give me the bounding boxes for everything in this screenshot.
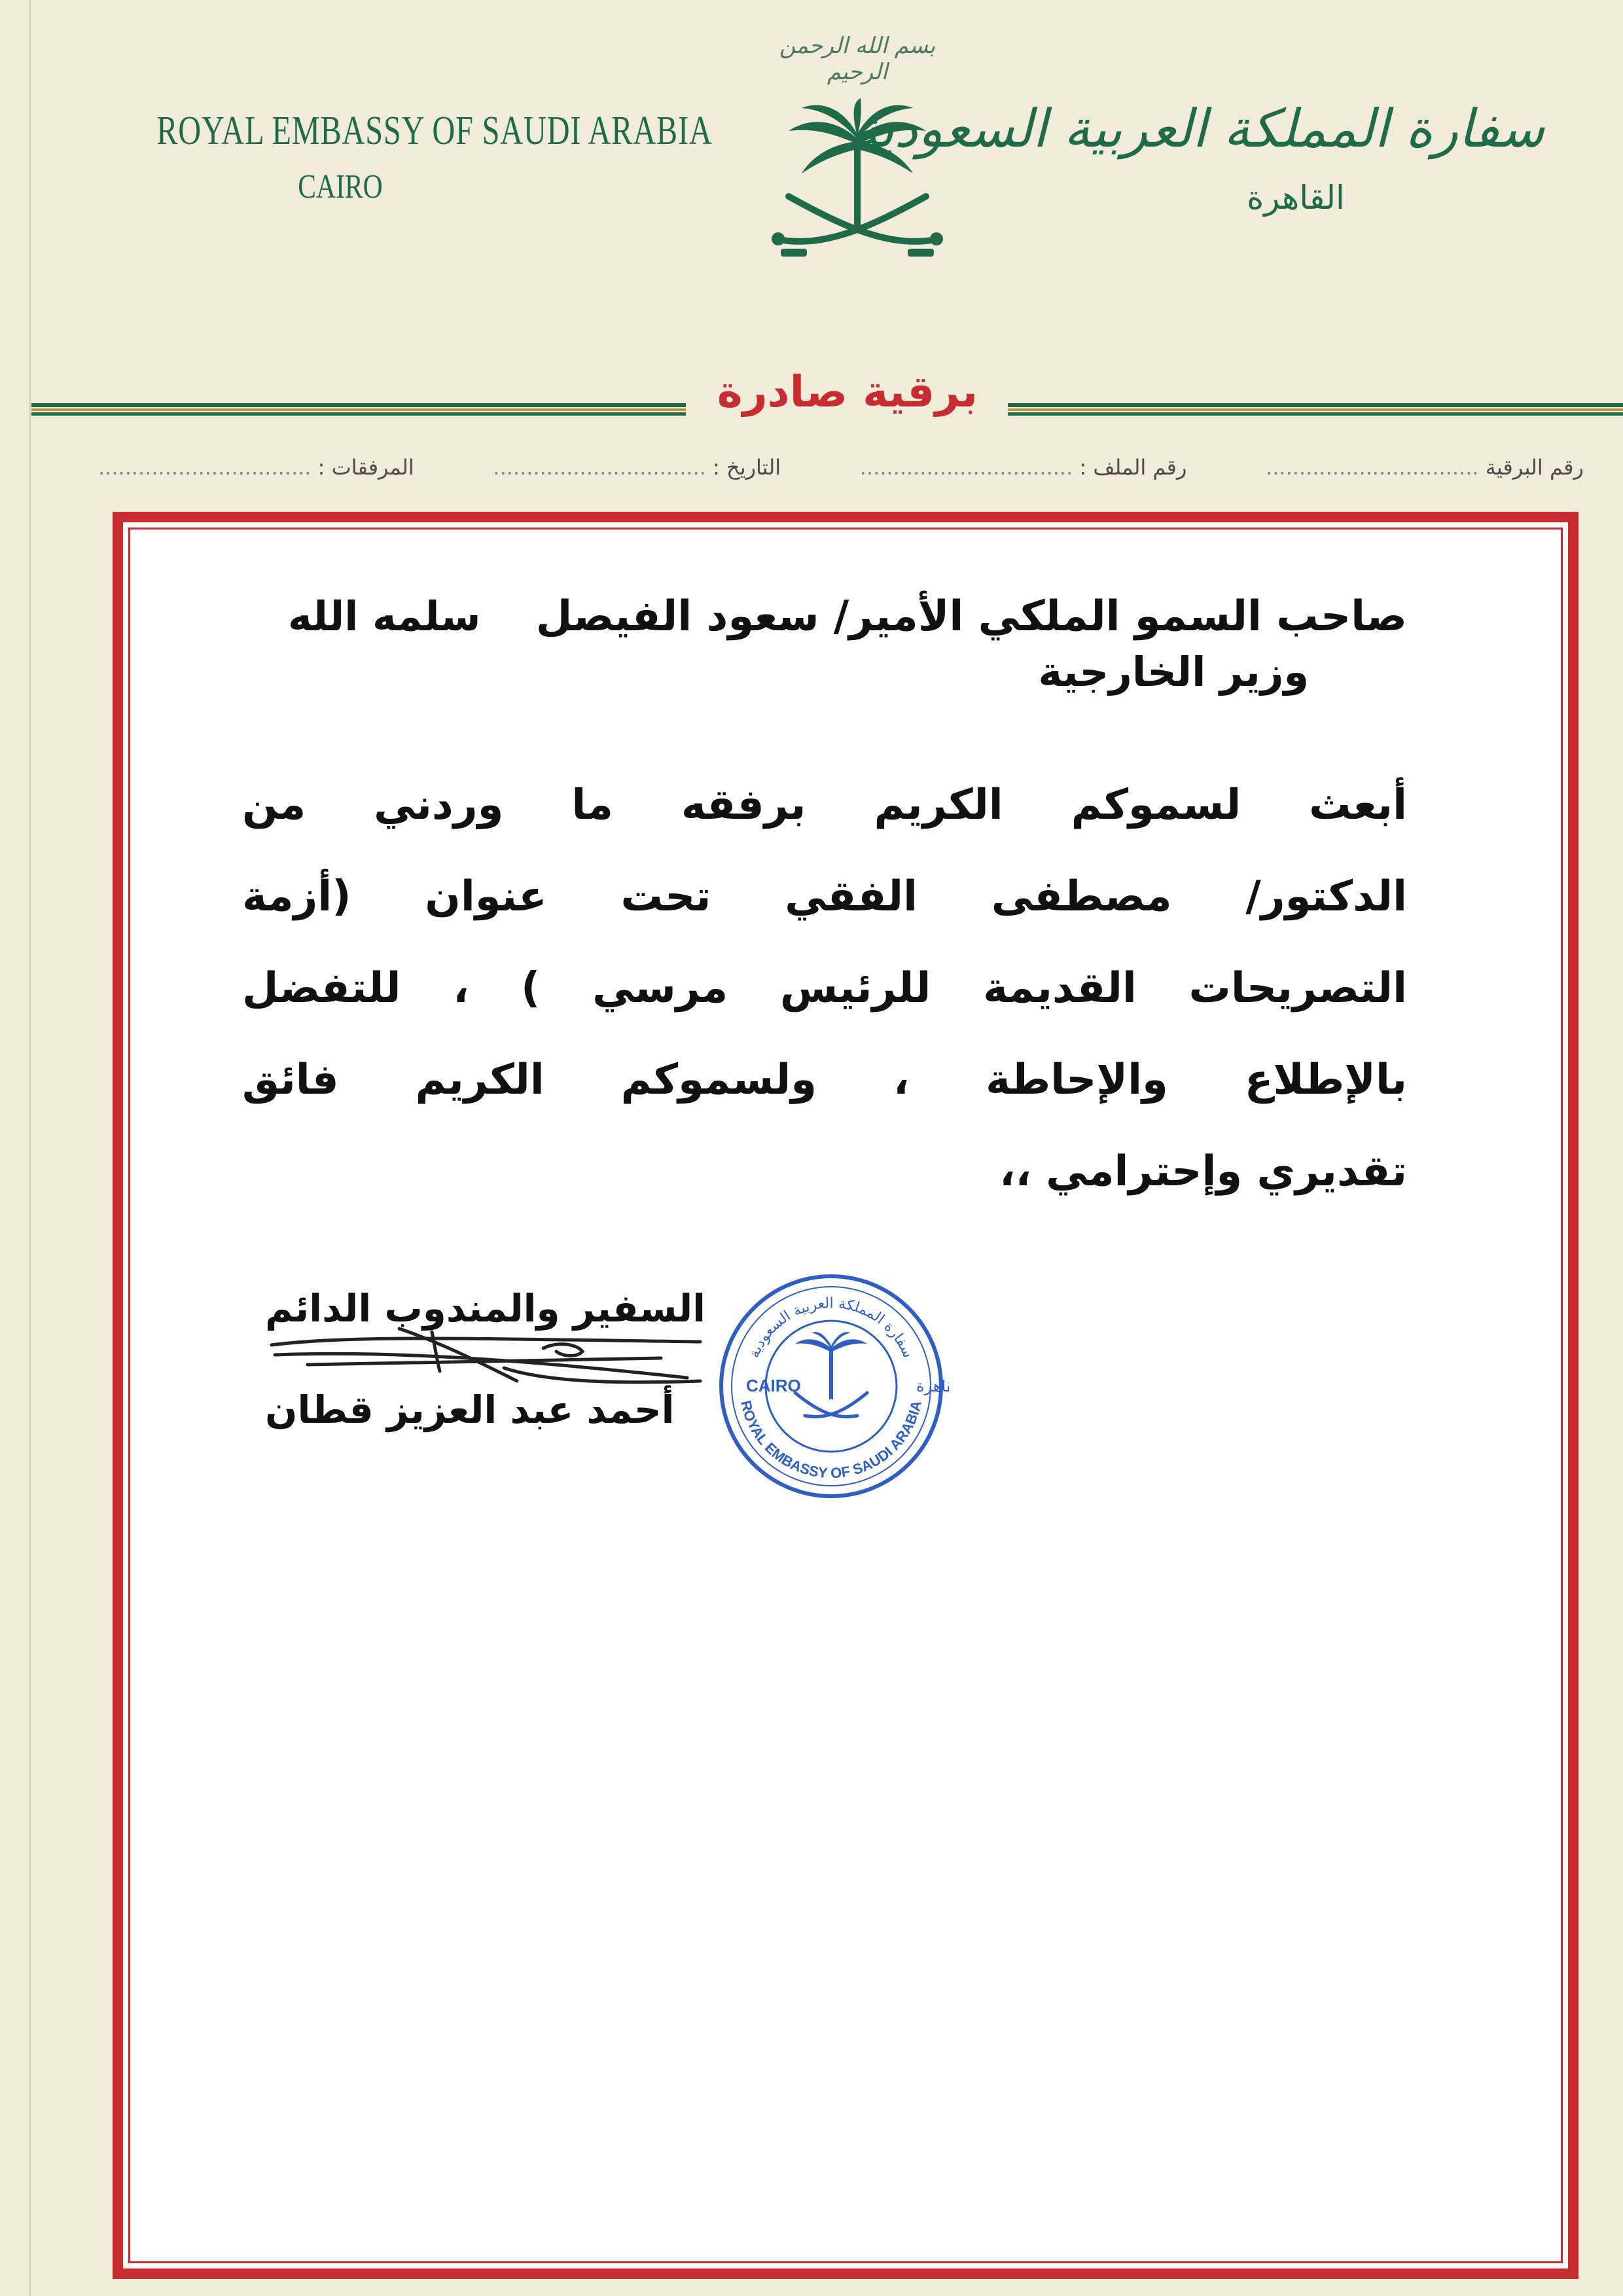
telegram-number-label: رقم البرقية [1485,455,1584,480]
stamp-left-text: CAIRO [746,1376,801,1395]
outgoing-telegram-title: برقية صادرة [717,367,978,417]
addressee-line-2: وزير الخارجية [1038,648,1309,696]
body-line-3: التصريحات القديمة للرئيس مرسي ) ، للتفضل [242,964,1407,1013]
stamp-emblem-icon [795,1332,867,1416]
attachments-blank: ................................ [98,455,312,480]
embassy-en-line: ROYAL EMBASSY OF SAUDI ARABIA [156,109,713,153]
signatory-name: أحمد عبد العزيز قطان [265,1388,675,1432]
body-line-4: بالإطلاع والإحاطة ، ولسموكم الكريم فائق [242,1056,1407,1104]
header-band-right [1008,380,1623,432]
telegram-fields-row [98,455,1584,494]
body-line-5: تقديري وإحترامي ،، [999,1147,1407,1196]
city-en-line: CAIRO [298,168,383,206]
embassy-name-arabic [851,98,1544,217]
date-label: التاريخ : [713,455,781,480]
embassy-name-english [105,108,713,206]
file-number-label: رقم الملف : [1079,455,1187,480]
file-number-field [860,455,1187,494]
stamp-right-text: اهرة [916,1377,946,1395]
paper-fold-line [29,0,31,2296]
city-ar-line: القاهرة [1247,179,1345,217]
embassy-ar-line: سفارة المملكة العربية السعودية [851,98,1544,159]
addressee-line-1: صاحب السمو الملكي الأمير/ سعود الفيصل [535,592,1407,641]
embassy-seal-stamp [713,1268,949,1507]
svg-text:ROYAL EMBASSY OF SAUDI ARABIA [738,1399,925,1481]
attachments-field [98,455,414,494]
handwritten-signature [268,1316,713,1397]
basmala: بسم الله الرحمن الرحيم [779,33,936,85]
body-line-1: أبعث لسموكم الكريم برفقه ما وردني من [242,781,1407,829]
date-blank: ................................ [493,455,706,480]
telegram-number-blank: ................................ [1266,455,1479,480]
letter-body [242,766,1407,1224]
date-field [493,455,781,494]
file-number-blank: ................................ [859,455,1073,480]
attachments-label: المرفقات : [317,455,414,480]
header-band-left [31,380,686,432]
signatory-title: السفير والمندوب الدائم [265,1286,705,1331]
stamp-top-text: سفارة المملكة العربية السعودية [745,1295,917,1361]
body-line-2: الدكتور/ مصطفى الفقي تحت عنوان (أزمة [242,872,1407,921]
regards-phrase: سلمه الله [288,592,481,640]
telegram-number-field [1266,455,1584,494]
stamp-bottom-text: ROYAL EMBASSY OF SAUDI ARABIA [737,1399,925,1482]
